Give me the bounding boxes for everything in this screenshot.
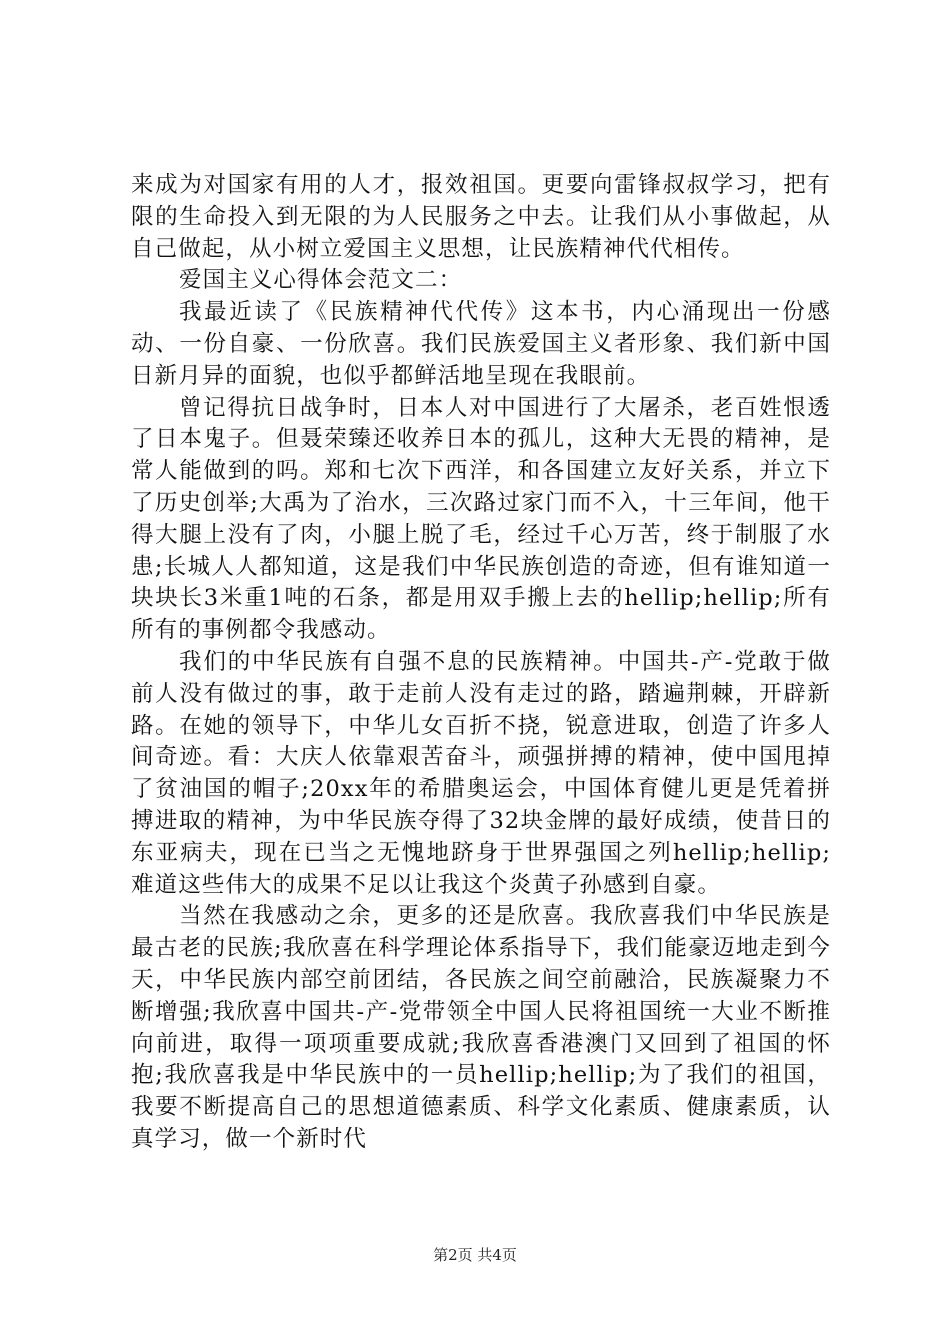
paragraph-1: 来成为对国家有用的人才，报效祖国。更要向雷锋叔叔学习，把有限的生命投入到无限的为人民服务之中去。让我们从小事做起，从自己做起，从小树立爱国主义思想，让民族精神代代相传。: [131, 172, 831, 262]
paragraph-5: 当然在我感动之余，更多的还是欣喜。我欣喜我们中华民族是最古老的民族;我欣喜在科学理论体系指导下，我们能豪迈地走到今天，中华民族内部空前团结，各民族之间空前融洽，民族凝聚力不断增强;我欣喜中国共-产-党带领全中国人民将祖国统一大业不断推向前进，取得一项项重要成就;我欣喜香港澳门又回到了祖国的怀抱;我欣喜我是中华民族中的一员hellip;hellip;为了我们的祖国，我要不断提高自己的思想道德素质、科学文化素质、健康素质，认真学习，做一个新时代: [131, 903, 831, 1152]
paragraph-2: 我最近读了《民族精神代代传》这本书，内心涌现出一份感动、一份自豪、一份欣喜。我们民族爱国主义者形象、我们新中国日新月异的面貌，也似乎都鲜活地呈现在我眼前。: [131, 299, 831, 389]
document-body: [131, 170, 831, 1156]
paragraph-3: 曾记得抗日战争时，日本人对中国进行了大屠杀，老百姓恨透了日本鬼子。但聂荣臻还收养日本的孤儿，这种大无畏的精神，是常人能做到的吗。郑和七次下西洋，和各国建立友好关系，并立下了历史创举;大禹为了治水，三次路过家门而不入，十三年间，他干得大腿上没有了肉，小腿上脱了毛，经过千心万苦，终于制服了水患;长城人人都知道，这是我们中华民族创造的奇迹，但有谁知道一块块长3米重1吨的石条，都是用双手搬上去的hellip;hellip;所有所有的事例都令我感动。: [131, 394, 831, 644]
page-number-footer: 第2页 共4页: [433, 1246, 517, 1264]
paragraph-4: 我们的中华民族有自强不息的民族精神。中国共-产-党敢于做前人没有做过的事，敢于走前人没有走过的路，踏遍荆棘，开辟新路。在她的领导下，中华儿女百折不挠，锐意进取，创造了许多人间奇迹。看：大庆人依靠艰苦奋斗，顽强拼搏的精神，使中国甩掉了贫油国的帽子;20xx年的希腊奥运会，中国体育健儿更是凭着拼搏进取的精神，为中华民族夺得了32块金牌的最好成绩，使昔日的东亚病夫，现在已当之无愧地跻身于世界强国之列hellip;hellip;难道这些伟大的成果不足以让我这个炎黄子孙感到自豪。: [131, 648, 831, 898]
section-heading: 爱国主义心得体会范文二：: [179, 267, 463, 294]
